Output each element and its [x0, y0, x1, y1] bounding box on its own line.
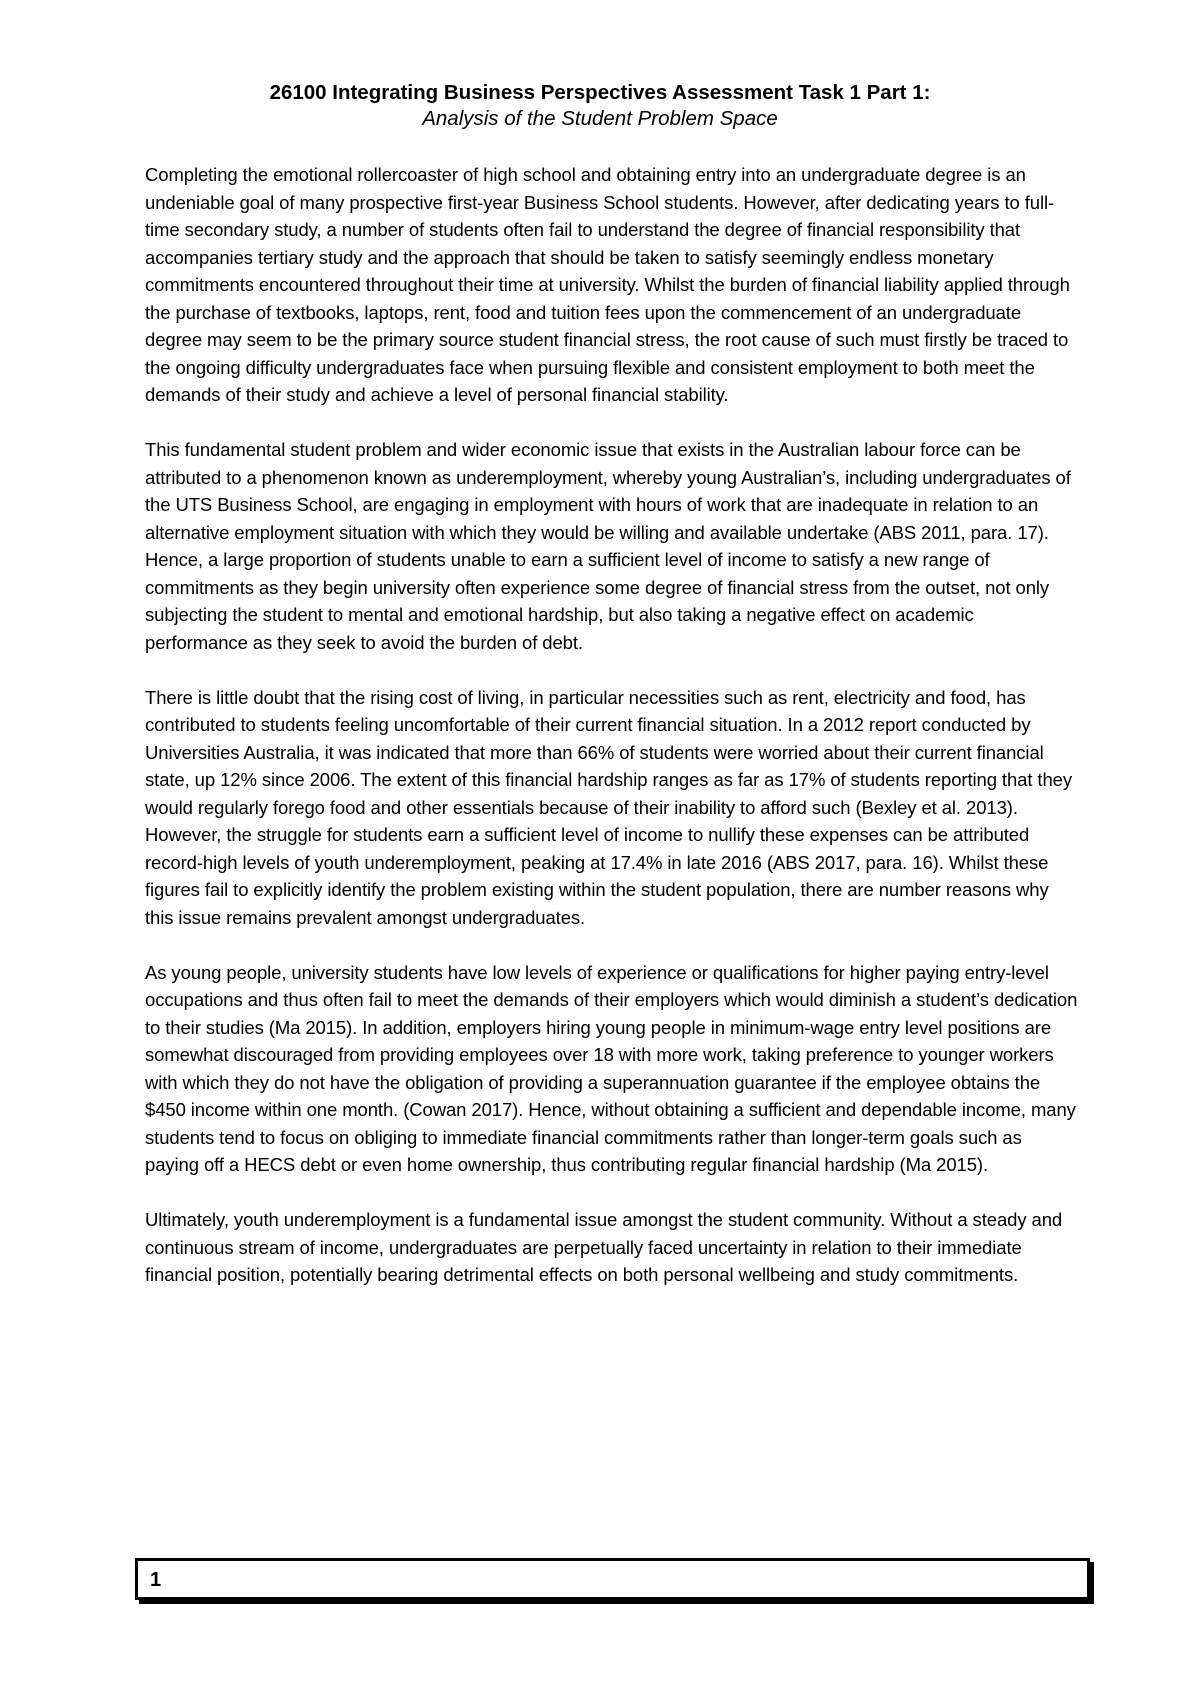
paragraph-5: Ultimately, youth underemployment is a fundamental issue amongst the student community. Without a steady and continuous stream of income, undergraduates are perpetually faced uncertainty in relation to their immediate financial position, potentially bearing detrimental effects on both personal wellbeing and study commitments. [145, 1209, 1063, 1285]
paragraph-4: As young people, university students have low levels of experience or qualifications for higher paying entry-level occupations and thus often fail to meet the demands of their employers which would diminish a student’s dedication to their studies (Ma 2015). In addition, employers hiring young people in minimum-wage entry level positions are somewhat discouraged from providing employees over 18 with more work, taking preference to younger workers with which they do not have the obligation of providing a superannuation guarantee if the employee obtains the $450 income within one month. (Cowan 2017). Hence, without obtaining a sufficient and dependable income, many students tend to focus on obliging to immediate financial commitments rather than longer-term goals such as paying off a HECS debt or even home ownership, thus contributing regular financial hardship (Ma 2015). [145, 961, 1078, 1175]
page-footer-box [135, 1558, 1090, 1600]
paragraph-1: Completing the emotional rollercoaster of high school and obtaining entry into an undergraduate degree is an undeniable goal of many prospective first-year Business School students. However, after dedicating years to full-time secondary study, a number of students often fail to understand the degree of financial responsibility that accompanies tertiary study and the approach that should be taken to satisfy seemingly endless monetary commitments encountered throughout their time at university. Whilst the burden of financial liability applied through the purchase of textbooks, laptops, rent, food and tuition fees upon the commencement of an undergraduate degree may seem to be the primary source student financial stress, the root cause of such must firstly be traced to the ongoing difficulty undergraduates face when pursuing flexible and consistent employment to both meet the demands of their study and achieve a level of personal financial stability. [145, 164, 1070, 405]
paragraph-3: There is little doubt that the rising cost of living, in particular necessities such as rent, electricity and food, has contributed to students feeling uncomfortable of their current financial situation. In a 2012 report conducted by Universities Australia, it was indicated that more than 66% of students were worried about their current financial state, up 12% since 2006. The extent of this financial hardship ranges as far as 17% of students reporting that they would regularly forego food and other essentials because of their inability to afford such (Bexley et al. 2013). However, the struggle for students earn a sufficient level of income to nullify these expenses can be attributed record-high levels of youth underemployment, peaking at 17.4% in late 2016 (ABS 2017, para. 16). Whilst these figures fail to explicitly identify the problem existing within the student population, there are number reasons why this issue remains prevalent amongst undergraduates. [145, 686, 1072, 928]
document-title: 26100 Integrating Business Perspectives Assessment Task 1 Part 1: [269, 81, 931, 104]
page-number: 1 [150, 1569, 162, 1591]
paragraph-2: This fundamental student problem and wider economic issue that exists in the Australian labour force can be attributed to a phenomenon known as underemployment, whereby young Australian’s, including undergraduates of the UTS Business School, are engaging in employment with hours of work that are inadequate in relation to an alternative employment situation with which they would be willing and available undertake (ABS 2011, para. 17). Hence, a large proportion of students unable to earn a sufficient level of income to satisfy a new range of commitments as they begin university often experience some degree of financial stress from the outset, not only subjecting the student to mental and emotional hardship, but also taking a negative effect on academic performance as they seek to avoid the burden of debt. [145, 439, 1071, 653]
document-subtitle: Analysis of the Student Problem Space [422, 107, 778, 130]
document-header [0, 80, 1200, 132]
document-body [145, 161, 1080, 1316]
